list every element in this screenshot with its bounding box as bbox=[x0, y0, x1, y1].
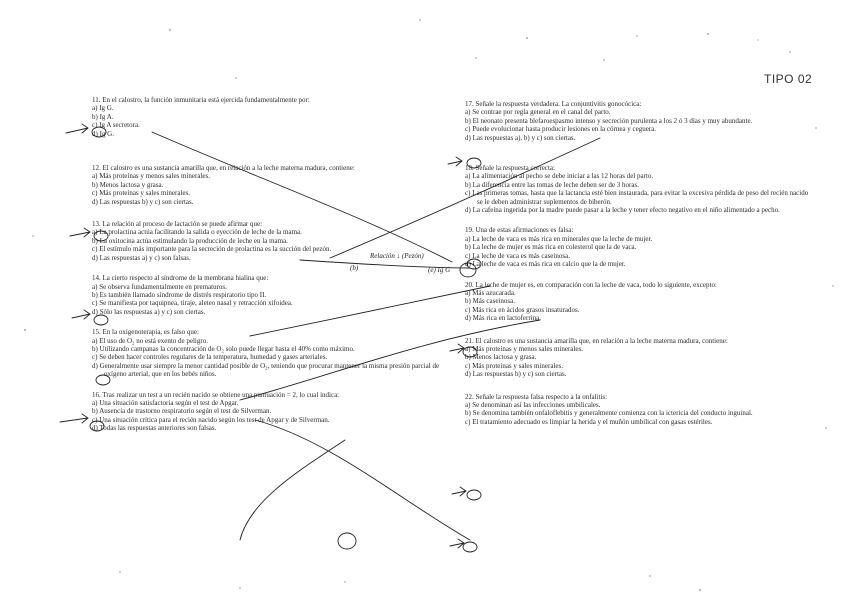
option-c: c) Puede evolucionar hasta producir lesiones en la córnea y ceguera. bbox=[465, 125, 657, 134]
option-b: b) Se denomina también onfaloflebitis y generalmente comienza con la ictericia del conducto inguinal. bbox=[465, 409, 753, 418]
question-number: 14. bbox=[92, 274, 101, 283]
option-a: a) La alimentación al pecho se debe iniciar a las 12 horas del parto. bbox=[465, 172, 654, 181]
option-b: b) Es también llamado síndrome de distrés respiratorio tipo II. bbox=[92, 290, 267, 299]
option-a: a) Ig G. bbox=[92, 104, 114, 113]
option-a: a) Se observa fundamentalmente en prematuros. bbox=[92, 282, 227, 291]
option-a: a) Más proteínas y menos sales minerales. bbox=[92, 172, 210, 181]
option-c: c) Ig A secretora. bbox=[92, 121, 140, 130]
question-number: 12. bbox=[92, 164, 101, 173]
option-b: b) Menos lactosa y grasa. bbox=[92, 180, 164, 189]
option-b: b) Menos lactosa y grasa. bbox=[465, 353, 537, 362]
question-number: 13. bbox=[92, 220, 101, 229]
question-text: Una de estas afirmaciones es falsa: bbox=[475, 226, 574, 235]
handwritten-note: (e) Ig G bbox=[428, 266, 451, 274]
option-c: c) Más proteínas y sales minerales. bbox=[92, 189, 190, 198]
question-number: 15. bbox=[92, 328, 101, 337]
question-number: 20. bbox=[465, 280, 474, 289]
option-b: b) El neonato presenta blefaroespasmo intenso y secreción purulenta a los 2 ó 3 días y muy abundante. bbox=[465, 116, 753, 125]
option-c: c) Se manifiesta por taquipnea, tiraje, aleteo nasal y retracción xifoidea. bbox=[92, 299, 293, 308]
question-text: Señale la respuesta verdadera. La conjuntivitis gonocócica: bbox=[475, 100, 642, 108]
option-d: d) La cafeína ingerida por la madre puede pasar a la leche y tener efecto negativo en el niño alimentado a pecho. bbox=[465, 206, 780, 215]
option-a: a) Más azucarada. bbox=[465, 288, 516, 297]
handwritten-note: (b) bbox=[350, 264, 359, 272]
option-d: d) Ig G. bbox=[92, 129, 114, 138]
option-b: b) Más caseinosa. bbox=[465, 297, 515, 306]
option-d: d) Las respuestas a) y c) son falsas. bbox=[92, 253, 191, 262]
option-a: a) Una situación satisfactoria según el test de Apgar. bbox=[92, 398, 239, 407]
option-a: a) Más proteínas y menos sales minerales. bbox=[465, 344, 583, 353]
option-b: b) Utilizando campanas la concentración de O₂ solo puede llegar hasta el 40% como máximo. bbox=[92, 344, 355, 353]
option-b: b) La oxitocina actúa estimulando la producción de leche en la mama. bbox=[92, 236, 288, 245]
option-c: c) Una situación crítica para el recién nacido según los test de Apgar y de Silverman. bbox=[92, 415, 330, 424]
question-text: La leche de mujer es, en comparación con la leche de vaca, todo lo siguiente, excepto: bbox=[475, 280, 717, 289]
option-d: d) Todas las respuestas anteriores son falsas. bbox=[92, 424, 217, 433]
option-b: b) La diferencia entre las tomas de leche deben ser de 3 horas. bbox=[465, 180, 639, 189]
option-b: b) Ig A. bbox=[92, 112, 114, 121]
handwritten-note: Relación ↓ (Pezón) bbox=[370, 252, 424, 260]
option-a: a) El uso de O₂ no está exento de peligro. bbox=[92, 336, 208, 345]
question-text: En el calostro, la función inmunitaria está ejercida fundamentalmente por: bbox=[102, 96, 310, 104]
question-number: 17. bbox=[465, 100, 474, 108]
question-text: Señale la respuesta correcta: bbox=[475, 164, 555, 173]
option-c: c) Las primeras tomas, hasta que la lactancia esté bien instaurada, para evitar la excesiva pérdida de peso del recién nacido se le deben administrar suplementos de biberón. bbox=[465, 189, 809, 206]
option-c: c) La leche de vaca es más caseinosa. bbox=[465, 251, 570, 260]
question-text: El calostro es una sustancia amarilla que, en relación a la leche materna madura, contiene: bbox=[102, 164, 355, 173]
option-d: d) Las respuestas a), b) y c) son ciertas. bbox=[465, 133, 576, 142]
question-number: 11. bbox=[92, 96, 101, 104]
question-text: Señale la respuesta falsa respecto a la onfalitis: bbox=[475, 392, 608, 401]
option-c: c) Más proteínas y sales minerales. bbox=[465, 361, 563, 370]
question-number: 18. bbox=[465, 164, 474, 173]
question-number: 16. bbox=[92, 390, 101, 399]
option-d: d) La leche de vaca es más rica en calcio que la de mujer. bbox=[465, 260, 626, 269]
question-number: 19. bbox=[465, 226, 474, 235]
question-text: En la oxigenoterapia, es falso que: bbox=[102, 328, 199, 337]
question-number: 22. bbox=[465, 392, 474, 401]
option-c: c) El tratamiento adecuado es limpiar la herida y el muñón umbilical con gasas estériles. bbox=[465, 417, 713, 426]
option-a: a) La prolactina actúa facilitando la salida o eyección de leche de la mama. bbox=[92, 228, 302, 237]
option-a: a) Se contrae por regla general en el canal del parto. bbox=[465, 108, 611, 117]
question-text: Tras realizar un test a un recién nacido se obtiene una puntuación = 2, lo cual indica: bbox=[102, 390, 340, 399]
option-b: b) La leche de mujer es más rica en colesterol que la de vaca. bbox=[465, 243, 637, 252]
question-number: 21. bbox=[465, 336, 474, 345]
option-a: a) Se denominan así las infecciones umbilicales. bbox=[465, 400, 601, 409]
question-text: El calostro es una sustancia amarilla que, en relación a la leche materna madura, contiene: bbox=[475, 336, 728, 345]
option-b: b) Ausencia de trastorno respiratorio según el test de Silverman. bbox=[92, 407, 272, 416]
option-c: c) Se deben hacer controles regulares de la temperatura, humedad y gases arteriales. bbox=[92, 353, 328, 362]
option-c: c) Más rica en ácidos grasos insaturados. bbox=[465, 305, 580, 314]
exam-type-label: TIPO 02 bbox=[764, 72, 813, 86]
question-text: La cierto respecto al síndrome de la membrana hialina que: bbox=[102, 274, 269, 283]
option-d: d) Generalmente usar siempre la menor cantidad posible de O₂, teniendo que procurar mantener la misma presión parcial de oxígeno arterial, que en los bebés niños. bbox=[92, 361, 440, 379]
option-a: a) La leche de vaca es más rica en minerales que la leche de mujer. bbox=[465, 234, 653, 243]
question-text: La relación al proceso de lactación se puede afirmar que: bbox=[102, 220, 263, 229]
option-d: d) Sólo las respuestas a) y c) son ciertas. bbox=[92, 307, 206, 316]
option-d: d) Más rica en lactoferrina. bbox=[465, 314, 541, 323]
option-d: d) Las respuestas b) y c) son ciertas. bbox=[92, 197, 194, 206]
option-c: c) El estímulo más importante para la secreción de prolactina es la succión del pezón. bbox=[92, 245, 332, 254]
option-d: d) Las respuestas b) y c) son ciertas. bbox=[465, 370, 567, 379]
